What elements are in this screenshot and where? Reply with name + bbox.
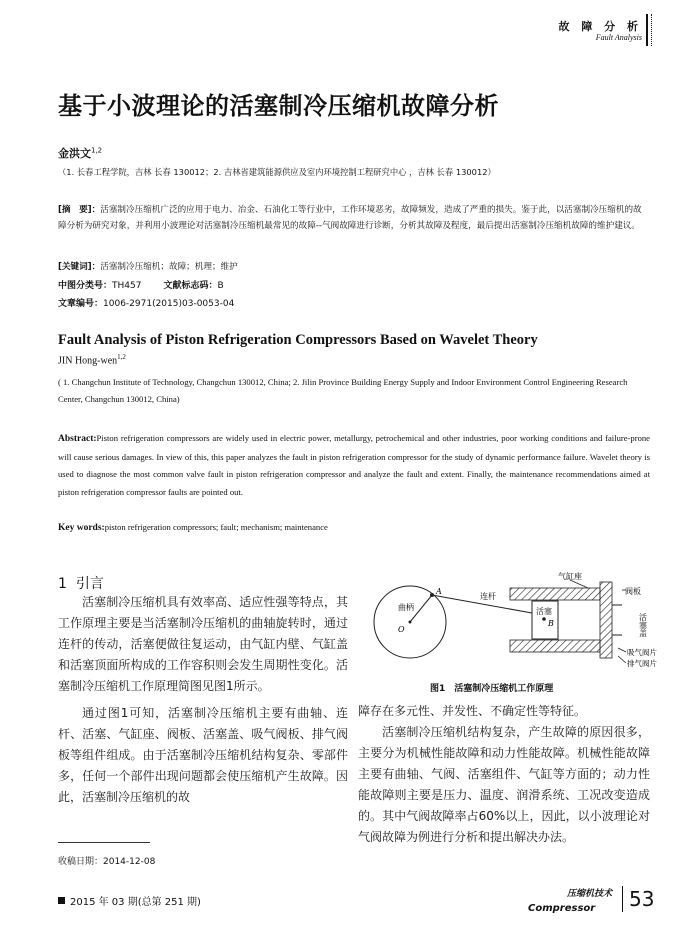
article-number-value: 1006-2971(2015)03-0053-04: [103, 299, 235, 309]
english-keywords: [58, 522, 650, 533]
english-author-name: JIN Hong-wen: [58, 355, 118, 367]
english-title: Fault Analysis of Piston Refrigeration Compressors Based on Wavelet Theory: [58, 332, 538, 348]
label-cylinder-seat: 气缸座: [558, 572, 582, 581]
english-author-sup: 1,2: [117, 353, 126, 361]
cylinder-wall-bottom: [510, 640, 600, 652]
paragraph: 活塞制冷压缩机结构复杂，产生故障的原因很多，主要分为机械性能故障和动力性能故障。机械性能故障主要有曲轴、气阀、活塞组件、气缸等方面的；动力性能故障则主要是压力、温度、润滑系统、工况改变造成的。其中气阀故障率占60%以上，因此，以小波理论对气阀故障为例进行分析和提出解决办法。: [358, 725, 650, 844]
label-piston: 活塞: [536, 607, 552, 616]
received-date: 收稿日期：2014-12-08: [58, 857, 156, 867]
english-keywords-label: Key words:: [58, 523, 105, 533]
abstract-zh: [58, 202, 650, 234]
footer-square-icon: [58, 897, 65, 904]
author-name: 金洪文: [58, 147, 91, 160]
keywords-zh: [58, 259, 650, 275]
label-discharge-valve: 排气阀片: [627, 659, 657, 668]
page-number: 53: [622, 886, 654, 912]
label-crank: 曲柄: [398, 603, 414, 612]
abstract-zh-text: 活塞制冷压缩机广泛的应用于电力、冶金、石油化工等行业中，工作环境恶劣，故障频发，造成了严重的损失。鉴于此，以活塞制冷压缩机的故障分析为研究对象，并利用小波理论对活塞制冷压缩机最常见的故障--气阀故障进行诊断，分析其故障及程度，最后提出活塞制冷压缩机故障的维护建议。: [58, 205, 642, 231]
english-author: [58, 353, 126, 366]
label-piston-cover: 活塞盖: [638, 613, 648, 637]
keywords-zh-text: 活塞制冷压缩机；故障；机理；维护: [100, 262, 238, 272]
journal-logo: [528, 886, 612, 914]
header-rule-dotted: [651, 14, 653, 46]
section-number: 1: [58, 576, 67, 592]
issue-info: 2015 年 03 期(总第 251 期): [70, 897, 201, 908]
label-a: A: [436, 587, 442, 596]
label-b: B: [548, 619, 554, 628]
english-abstract-text: Piston refrigeration compressors are widely used in electric power, metallurgy, petrochemical and other industries, poor working conditions and failure-prone will cause serious damages. In view of this, this paper analyzes the fault in piston refrigeration compressor for the study of dynamic performance failure. Wavelet theory is used to diagnose the most common valve fault in piston refrigeration compressor and analyze the fault and extent. Finally, the maintenance recommendations aimed at piston refrigeration compressor faults are pointed out.: [58, 433, 650, 497]
point-b: [542, 617, 546, 621]
paragraph: 活塞制冷压缩机具有效率高、适应性强等特点，其工作原理主要是当活塞制冷压缩机的曲轴旋转时，通过连杆的传动，活塞便做往复运动，由气缸内壁、气缸盖和活塞顶面所构成的工作容积则会发生周期性变化。活塞制冷压缩机工作原理简图见图1所示。: [58, 595, 348, 693]
english-affiliation: ( 1. Changchun Institute of Technology, Changchun 130012, China; 2. Jilin Province Building Energy Supply and Indoor Environment Control Engineering Research Center, Changchun 130012, China): [58, 377, 628, 404]
author: [58, 145, 102, 161]
doc-code-label: 文献标志码：: [163, 281, 218, 291]
figure-diagram: [360, 570, 660, 678]
left-column: [58, 592, 348, 808]
footnote-rule: [58, 842, 150, 843]
journal-name-en: Compressor: [528, 903, 596, 914]
clc-line: [58, 278, 224, 291]
clc-label: 中图分类号：: [58, 281, 113, 291]
valve-plate: [600, 582, 612, 658]
paragraph: 通过图1可知，活塞制冷压缩机主要有曲轴、连杆、活塞、气缸座、阀板、活塞盖、吸气阀板、排气阀板等组件组成。由于活塞制冷压缩机结构复杂、零部件多，任何一个部件出现问题都会使压缩机产生故障。因此，活塞制冷压缩机的故: [58, 706, 348, 804]
article-number: [58, 296, 234, 309]
label-valve-plate: 阀板: [625, 587, 641, 596]
article-number-label: 文章编号：: [58, 299, 104, 309]
right-column: [358, 701, 650, 848]
doc-code-value: B: [217, 281, 224, 291]
english-keywords-text: piston refrigeration compressors; fault; mechanism; maintenance: [104, 522, 328, 532]
header-rule: [646, 14, 648, 46]
english-abstract-label: Abstract:: [58, 434, 97, 444]
running-header-section-en: Fault Analysis: [595, 33, 642, 42]
label-o: O: [398, 625, 405, 634]
running-header-section: 故 障 分 析: [558, 20, 642, 33]
abstract-zh-label: [摘 要]：: [58, 205, 101, 215]
section-heading: [58, 573, 104, 593]
paragraph: 障存在多元性、并发性、不确定性等特征。: [358, 704, 587, 718]
cylinder-wall-top: [510, 588, 600, 600]
journal-name-zh: 压缩机技术: [566, 889, 612, 899]
section-title: 引言: [75, 576, 104, 592]
author-sup: 1,2: [91, 146, 103, 155]
clc-value: TH457: [112, 281, 142, 291]
label-suction-valve: 吸气阀片: [627, 648, 657, 657]
keywords-zh-label: [关键词]：: [58, 262, 101, 272]
figure-caption: 图1 活塞制冷压缩机工作原理: [430, 684, 554, 694]
english-abstract: [58, 430, 650, 501]
affiliation: （1. 长春工程学院，吉林 长春 130012；2. 吉林省建筑能源供应及室内环境控制工程研究中心 ，吉林 长春 130012）: [58, 167, 496, 177]
paper-title: 基于小波理论的活塞制冷压缩机故障分析: [58, 92, 499, 120]
label-rod: 连杆: [480, 592, 496, 601]
